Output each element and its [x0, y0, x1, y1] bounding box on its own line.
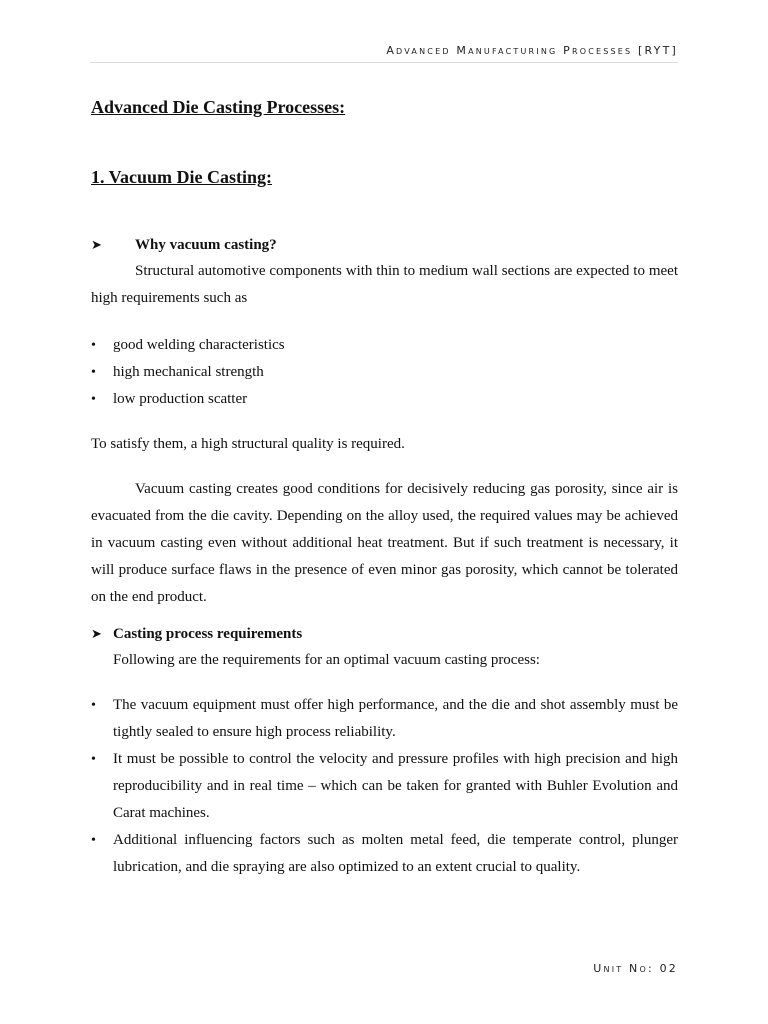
requirements-intro-paragraph: Following are the requirements for an optimal vacuum casting process: [113, 652, 540, 668]
header-divider [90, 62, 678, 63]
running-header: Advanced Manufacturing Processes [RYT] [386, 44, 678, 57]
why-heading-text: Why vacuum casting? [135, 237, 277, 253]
process-requirements-list [91, 692, 678, 881]
why-intro-paragraph: Structural automotive components with thin to medium wall sections are expected to meet high requirements such as [91, 263, 678, 306]
requirements-heading-text: Casting process requirements [113, 626, 303, 642]
satisfy-paragraph: To satisfy them, a high structural quality is required. [91, 436, 405, 452]
list-item: • The vacuum equipment must offer high performance, and the die and shot assembly must be tightly sealed to ensure high process reliability. [91, 692, 678, 746]
page-title: Advanced Die Casting Processes: [91, 97, 346, 117]
why-vacuum-casting-heading [91, 232, 678, 258]
list-item: • low production scatter [91, 386, 678, 413]
vacuum-casting-paragraph: Vacuum casting creates good conditions for decisively reducing gas porosity, since air is evacuated from the die cavity. Depending on the alloy used, the required values may be achieved in vacuum casting even without additional heat treatment. But if such treatment is necessary, it will produce surface flaws in the presence of even minor gas porosity, which cannot be tolerated on the end product. [91, 481, 678, 605]
section-heading-vacuum-die-casting: 1. Vacuum Die Casting: [91, 167, 273, 187]
page-body [91, 94, 678, 881]
list-item: • It must be possible to control the velocity and pressure profiles with high precision and high reproducibility and in real time – which can be taken for granted with Buhler Evolution and Carat machines. [91, 746, 678, 827]
list-item: • good welding characteristics [91, 332, 678, 359]
arrow-bullet-icon: ➤ [91, 626, 102, 641]
page-footer-unit: Unit No: 02 [593, 962, 678, 975]
requirements-list [91, 332, 678, 413]
casting-requirements-heading [91, 621, 678, 647]
arrow-bullet-icon: ➤ [91, 237, 102, 252]
list-item: • Additional influencing factors such as molten metal feed, die temperate control, plunger lubrication, and die spraying are also optimized to an extent crucial to quality. [91, 827, 678, 881]
list-item: • high mechanical strength [91, 359, 678, 386]
